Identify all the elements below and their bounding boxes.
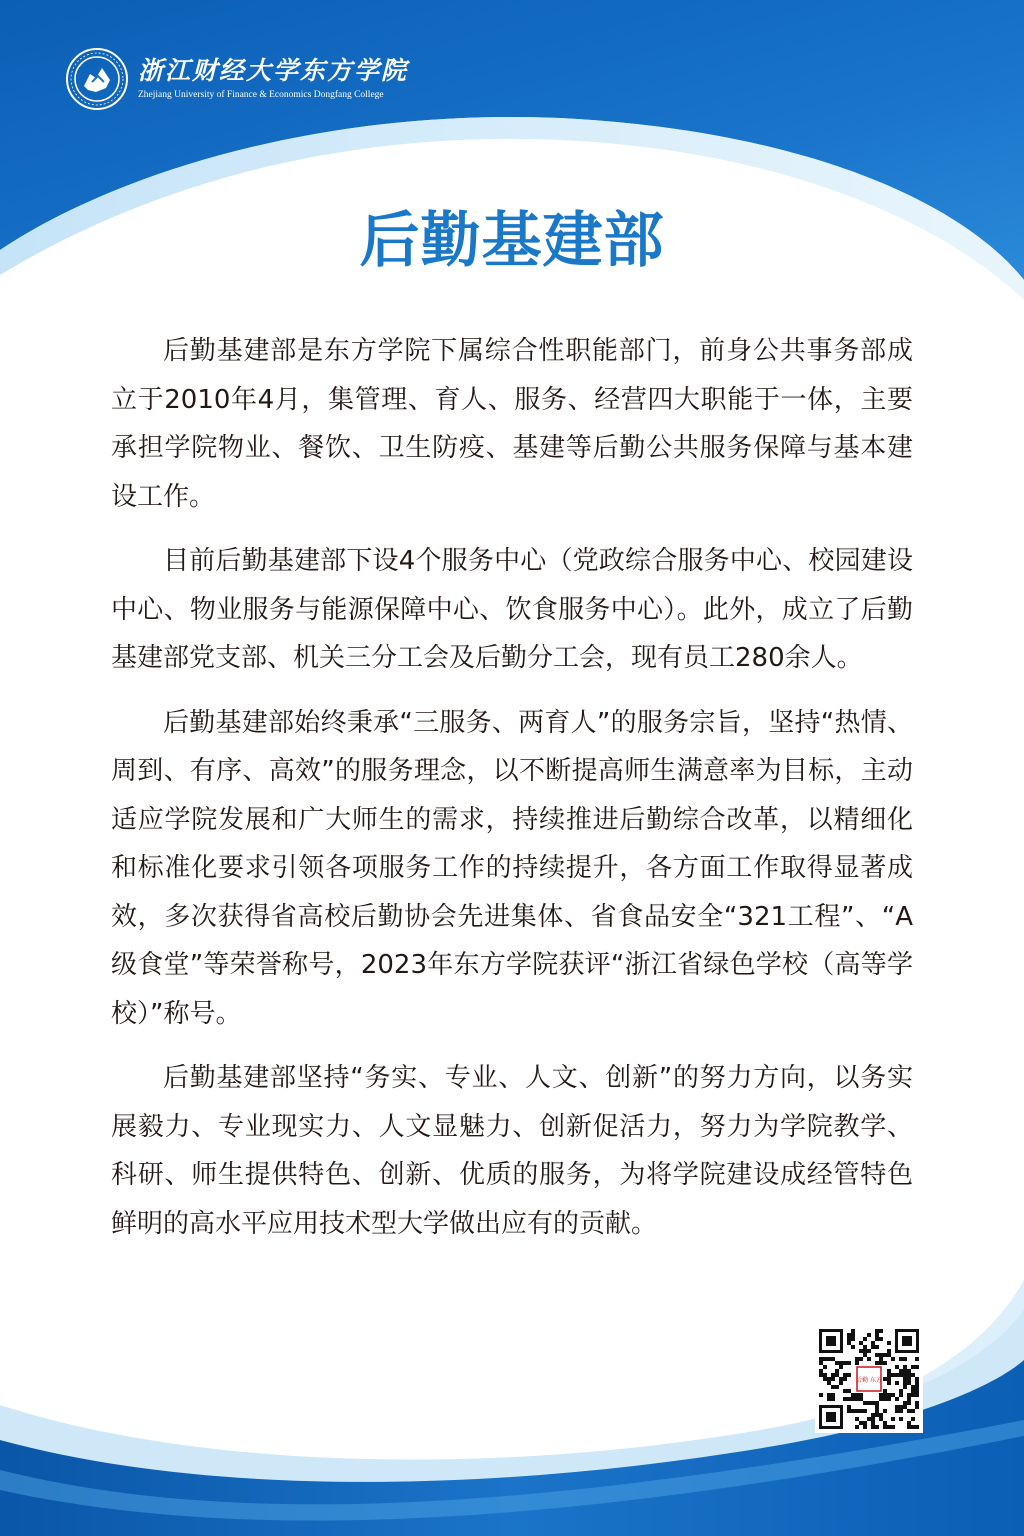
college-seal-icon (66, 48, 128, 110)
paragraph-3: 后勤基建部始终秉承“三服务、两育人”的服务宗旨，坚持“热情、周到、有序、高效”的服务理念，以不断提高师生满意率为目标，主动适应学院发展和广大师生的需求，持续推进后勤综合改革，以精细化和标准化要求引领各项服务工作的持续提升，各方面工作取得显著成效，多次获得省高校后勤协会先进集体、省食品安全“321工程”、“A级食堂”等荣誉称号，2023年东方学院获评“浙江省绿色学校（高等学校）”称号。 (111, 707, 913, 1029)
qr-code-icon[interactable] (815, 1325, 923, 1433)
college-header (66, 44, 408, 114)
paragraph-4: 后勤基建部坚持“务实、专业、人文、创新”的努力方向，以务实展毅力、专业现实力、人文显魅力、创新促活力，努力为学院教学、科研、师生提供特色、创新、优质的服务，为将学院建设成经管特色鲜明的高水平应用技术型大学做出应有的贡献。 (111, 1063, 913, 1239)
paragraph-2: 目前后勤基建部下设4个服务中心（党政综合服务中心、校园建设中心、物业服务与能源保障中心、饮食服务中心）。此外，成立了后勤基建部党支部、机关三分工会及后勤分工会，现有员工280余人。 (111, 546, 913, 673)
college-name-en: Zhejiang University of Finance & Economics Dongfang College (138, 90, 384, 100)
qr-stamp-text: 后勤 东方 (856, 1377, 882, 1384)
body-text (111, 327, 913, 1264)
college-name-cn: 浙江财经大学东方学院 (138, 56, 409, 85)
page-title: 后勤基建部 (359, 206, 665, 276)
paragraph-1: 后勤基建部是东方学院下属综合性职能部门，前身公共事务部成立于2010年4月，集管理、育人、服务、经营四大职能于一体，主要承担学院物业、餐饮、卫生防疫、基建等后勤公共服务保障与基本建设工作。 (111, 336, 913, 512)
